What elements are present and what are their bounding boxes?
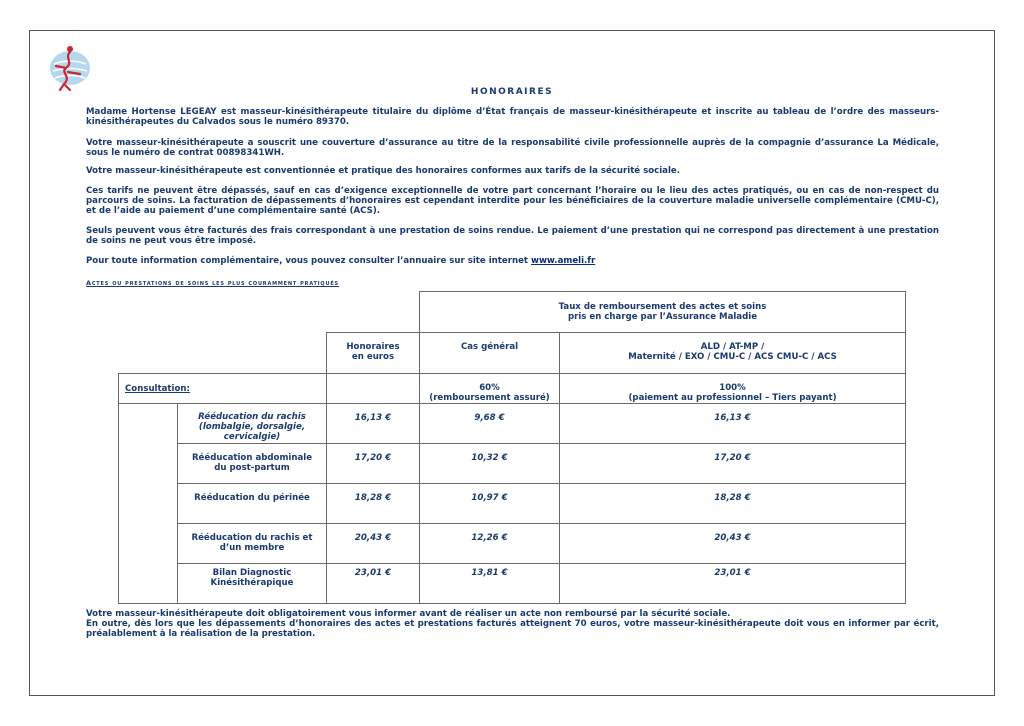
kinesitherapy-logo-icon <box>46 44 92 92</box>
ald-value: 20,43 € <box>560 524 906 564</box>
tariffs-paragraph: Ces tarifs ne peuvent être dépassés, sauf en cas d’exigence exceptionnelle de votre part concernant l’horaire ou le lieu des actes pratiqués, ou en cas de non-respect du parcours de soins. La facturation de dépassements d’honoraires est cependant interdite pour les bénéficiaires de la couverture maladie universelle complémentaire (CMU-C), et de l’aide au paiement d’une complémentaire santé (ACS). <box>86 186 939 216</box>
general-rate: 60% (remboursement assuré) <box>420 374 560 404</box>
ald-value: 17,20 € <box>560 444 906 484</box>
honoraires-header: Honoraires en euros <box>327 333 420 374</box>
consultation-label: Consultation: <box>119 374 327 404</box>
row-spacer-cell <box>119 404 178 604</box>
table-row <box>119 484 906 524</box>
honoraires-value: 23,01 € <box>327 564 420 604</box>
honoraires-value: 17,20 € <box>327 444 420 484</box>
general-value: 13,81 € <box>420 564 560 604</box>
ald-header: ALD / AT-MP / Maternité / EXO / CMU-C / ACS CMU-C / ACS <box>560 333 906 374</box>
ald-rate: 100% (paiement au professionnel – Tiers payant) <box>560 374 906 404</box>
honoraires-value: 18,28 € <box>327 484 420 524</box>
info-paragraph <box>86 256 939 266</box>
ald-value: 18,28 € <box>560 484 906 524</box>
fees-paragraph: Seuls peuvent vous être facturés des frais correspondant à une prestation de soins rendue. Le paiement d’une prestation qui ne correspond pas directement à une prestation de soins ne peut vous être imposé. <box>86 226 939 246</box>
footer-line-2: En outre, dès lors que les dépassements d’honoraires des actes et prestations facturés atteignent 70 euros, votre masseur-kinésithérapeute doit vous en informer par écrit, préalablement à la réalisation de la prestation. <box>86 619 939 639</box>
footer-notice <box>86 609 939 639</box>
act-label: Rééducation du périnée <box>178 484 327 524</box>
intro-paragraph: Madame Hortense LEGEAY est masseur-kinésithérapeute titulaire du diplôme d’État français de masseur-kinésithérapeute et inscrite au tableau de l’ordre des masseurs-kinésithérapeutes du Calvados sous le numéro 89370. <box>86 107 939 127</box>
table-row <box>119 564 906 604</box>
reimbursement-header: Taux de remboursement des actes et soins pris en charge par l’Assurance Maladie <box>420 292 906 333</box>
act-label: Rééducation du rachis (lombalgie, dorsalgie, cervicalgie) <box>178 404 327 444</box>
general-value: 10,32 € <box>420 444 560 484</box>
act-label: Bilan Diagnostic Kinésithérapique <box>178 564 327 604</box>
ald-value: 16,13 € <box>560 404 906 444</box>
general-value: 9,68 € <box>420 404 560 444</box>
act-label: Rééducation abdominale du post-partum <box>178 444 327 484</box>
convention-paragraph: Votre masseur-kinésithérapeute est conventionnée et pratique des honoraires conformes aux tarifs de la sécurité sociale. <box>86 166 681 176</box>
general-case-header: Cas général <box>420 333 560 374</box>
footer-line-1: Votre masseur-kinésithérapeute doit obligatoirement vous informer avant de réaliser un acte non remboursé par la sécurité sociale. <box>86 609 731 619</box>
honoraires-value: 16,13 € <box>327 404 420 444</box>
act-label: Rééducation du rachis et d’un membre <box>178 524 327 564</box>
table-row <box>119 404 906 444</box>
info-text: Pour toute information complémentaire, vous pouvez consulter l’annuaire sur site internet <box>86 256 532 266</box>
honoraires-value: 20,43 € <box>327 524 420 564</box>
general-value: 10,97 € <box>420 484 560 524</box>
table-row <box>119 524 906 564</box>
table-row <box>119 444 906 484</box>
consultation-honoraires-cell <box>327 374 420 404</box>
general-value: 12,26 € <box>420 524 560 564</box>
ameli-link[interactable]: www.ameli.fr <box>531 256 596 266</box>
fees-table <box>118 291 906 604</box>
section-title: Actes ou prestations de soins les plus couramment pratiqués <box>86 279 339 287</box>
page-title: HONORAIRES <box>470 87 554 97</box>
ald-value: 23,01 € <box>560 564 906 604</box>
insurance-paragraph: Votre masseur-kinésithérapeute a souscrit une couverture d’assurance au titre de la responsabilité civile professionnelle auprès de la compagnie d’assurance La Médicale, sous le numéro de contrat 00898341WH. <box>86 138 939 158</box>
